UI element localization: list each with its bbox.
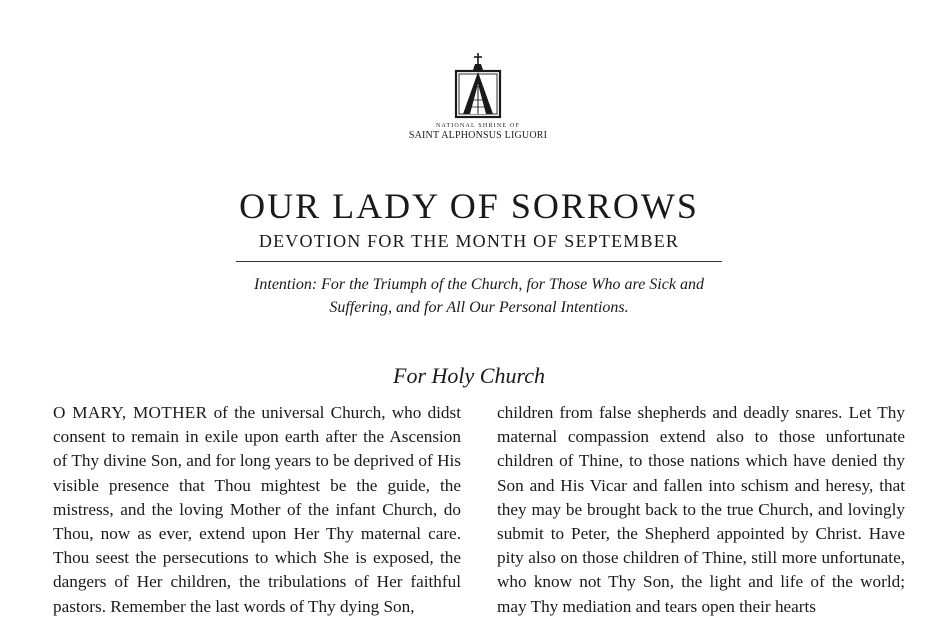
page-subtitle: DEVOTION FOR THE MONTH OF SEPTEMBER	[258, 231, 680, 251]
logo-subtitle: NATIONAL SHRINE OF	[435, 123, 521, 129]
section-heading: For Holy Church	[393, 363, 545, 388]
shrine-church-icon	[403, 50, 553, 122]
logo-name: SAINT ALPHONSUS LIGUORI	[408, 130, 548, 141]
prayer-lead: O MARY, MOTHER	[53, 403, 208, 422]
page-title: OUR LADY OF SORROWS	[239, 186, 699, 226]
prayer-column-right	[497, 401, 905, 625]
prayer-text-right: children from false shepherds and deadly snares. Let Thy maternal compassion extend also to those unfortunate children of Thine, to those nations which have denied thy Son and His Vicar and fallen into schism and heresy, that they may be brought back to the true Church, and lovingly submit to Peter, the Shepherd appointed by Christ. Have pity also on those children of Thine, still more unfortunate, who know not Thy Son, the light and life of the world; may Thy mediation and tears open their hearts	[497, 403, 905, 616]
prayer-text-left: of the universal Church, who didst consent to remain in exile upon earth after the Ascension of Thy divine Son, and for long years to be deprived of His visible presence that Thou mightest be the guide, the mistress, and the loving Mother of the infant Church, do Thou, now as ever, extend upon Her Thy maternal care. Thou seest the persecutions to which She is exposed, the dangers of Her children, the tribulations of Her faithful pastors. Remember the last words of Thy dying Son,	[53, 403, 461, 616]
intention-text: Intention: For the Triumph of the Church, for Those Who are Sick and Suffering, and for All Our Personal Intentions.	[254, 276, 704, 316]
prayer-column-left	[53, 401, 461, 625]
title-divider	[236, 261, 722, 262]
shrine-logo	[403, 50, 553, 150]
